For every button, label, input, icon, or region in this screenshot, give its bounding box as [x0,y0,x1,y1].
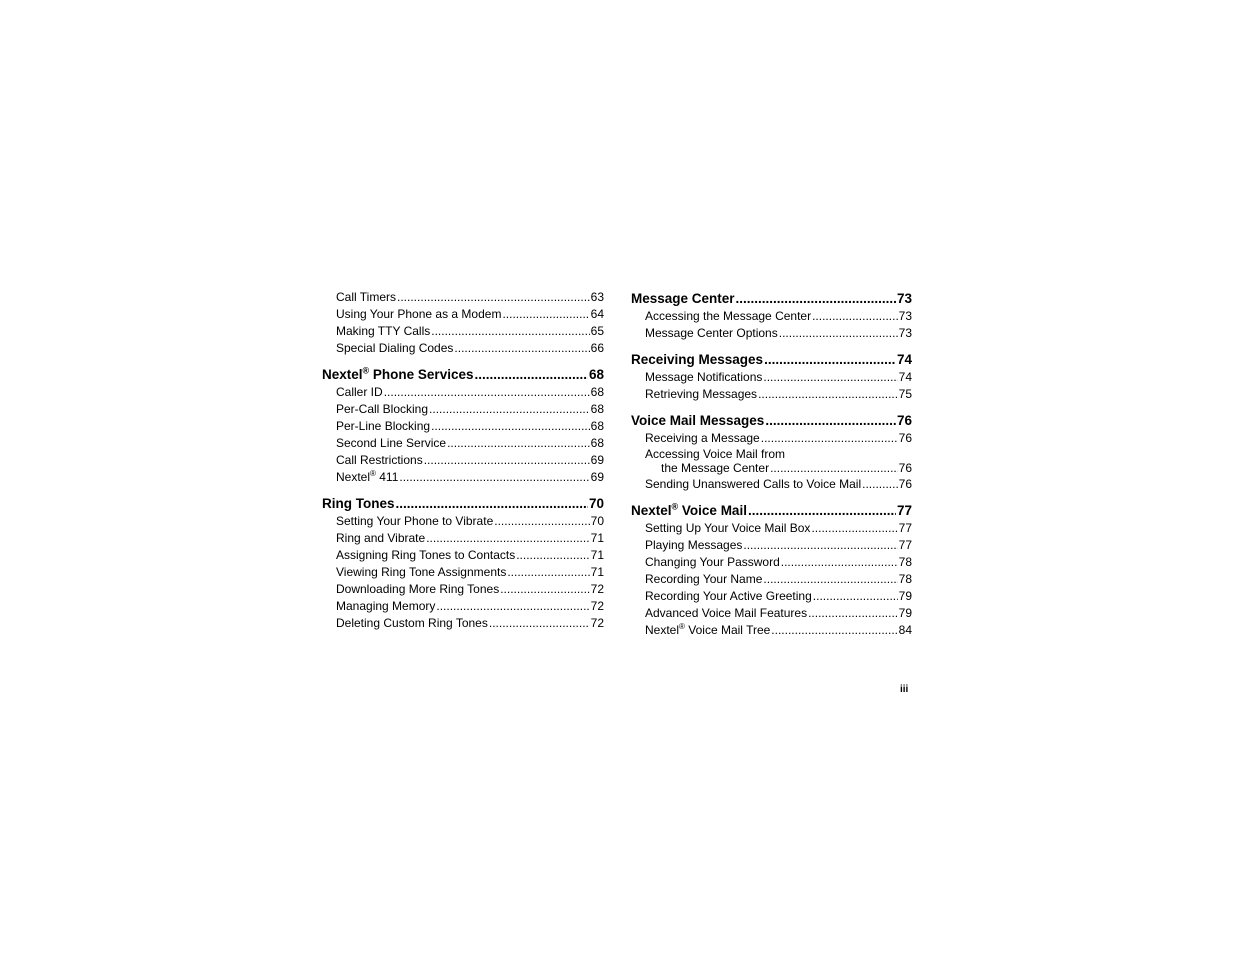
toc-entry-title: Call Timers [336,290,397,304]
toc-entry-second-line[interactable] [322,435,604,452]
registered-mark: ® [362,365,370,376]
toc-heading-voice-mail-messages[interactable] [631,411,912,430]
toc-heading-title: Ring Tones [322,496,395,511]
toc-entry-accessing-voice-mail[interactable] [631,447,912,476]
toc-entry-advanced-features[interactable] [631,605,912,622]
dot-leader [397,289,590,306]
toc-entry-title: Changing Your Password [645,555,780,569]
dot-leader [771,622,897,639]
toc-entry-call-restrictions[interactable] [322,452,604,469]
toc-entry-page: 77 [898,538,912,552]
toc-entry-per-call-blocking[interactable] [322,401,604,418]
toc-entry-page: 72 [590,599,604,613]
dot-leader [500,581,589,598]
toc-entry-page: 71 [590,548,604,562]
toc-entry-ring-and-vibrate[interactable] [322,530,604,547]
toc-entry-title: Special Dialing Codes [336,341,454,355]
toc-heading-title: Receiving Messages [631,352,764,367]
toc-entry-page: 78 [898,572,912,586]
toc-heading-title: Voice Mail Messages [631,413,765,428]
dot-leader [763,369,897,386]
toc-entry-caller-id[interactable] [322,384,604,401]
toc-entry-title: Setting Your Phone to Vibrate [336,514,494,528]
toc-entry-title: Assigning Ring Tones to Contacts [336,548,516,562]
toc-entry-modem[interactable] [322,306,604,323]
toc-entry-title: Recording Your Name [645,572,763,586]
page-number: iii [900,684,909,695]
brand-name: Nextel [631,503,672,518]
toc-heading-message-center[interactable] [631,289,912,308]
toc-entry-title: Downloading More Ring Tones [336,582,500,596]
toc-entry-page: 84 [898,623,912,637]
toc-heading-page: 76 [896,413,912,428]
toc-entry-vibrate[interactable] [322,513,604,530]
toc-heading-page: 73 [896,291,912,306]
toc-entry-page: 76 [898,477,912,491]
toc-entry-page: 63 [590,290,604,304]
toc-entry-title: Caller ID [336,385,383,399]
toc-entry-page: 76 [898,431,912,445]
dot-leader [770,461,898,476]
dot-leader [431,323,589,340]
toc-entry-title-line2-row [631,461,912,476]
toc-entry-page: 70 [590,514,604,528]
toc-entry-page: 65 [590,324,604,338]
toc-entry-changing-password[interactable] [631,554,912,571]
toc-entry-title [336,469,398,486]
toc-heading-phone-services[interactable] [322,365,604,384]
toc-section-ring-tones [322,494,604,632]
toc-section-receiving-messages [631,350,912,403]
toc-entry-deleting-ring-tones[interactable] [322,615,604,632]
toc-entry-title: Sending Unanswered Calls to Voice Mail [645,477,862,491]
dot-leader [507,564,589,581]
toc-section-message-center [631,289,912,342]
dot-leader [779,325,898,342]
toc-entry-page: 64 [590,307,604,321]
toc-entry-viewing-assignments[interactable] [322,564,604,581]
dot-leader [426,530,589,547]
toc-entry-title: Viewing Ring Tone Assignments [336,565,507,579]
toc-entry-assigning-ring-tones[interactable] [322,547,604,564]
toc-entry-retrieving-messages[interactable] [631,386,912,403]
toc-entry-page: 73 [898,326,912,340]
registered-mark: ® [679,622,685,631]
toc-entry-title-line2: the Message Center [661,461,770,475]
registered-mark: ® [370,469,376,478]
dot-leader [447,435,590,452]
dot-leader [781,554,898,571]
toc-entry-title [645,622,770,639]
toc-entry-voice-mail-tree[interactable] [631,622,912,639]
toc-heading-page: 74 [896,352,912,367]
toc-entry-title: Advanced Voice Mail Features [645,606,808,620]
heading-text: Phone Services [369,367,474,382]
toc-entry-page: 66 [590,341,604,355]
toc-entry-setting-up-voice-mail[interactable] [631,520,912,537]
toc-entry-title: Playing Messages [645,538,743,552]
toc-entry-title: Second Line Service [336,436,447,450]
brand-name: Nextel [645,623,680,637]
entry-text: 411 [375,470,399,484]
toc-entry-title: Per-Line Blocking [336,419,431,433]
toc-entry-title: Making TTY Calls [336,324,431,338]
dot-leader [399,469,589,486]
toc-heading-page: 70 [588,496,604,511]
dot-leader [502,306,589,323]
toc-section-continued [322,289,604,357]
toc-heading-page: 68 [588,367,604,382]
toc-right-column [631,289,912,647]
toc-heading-nextel-voice-mail[interactable] [631,501,912,520]
toc-entry-page: 68 [590,436,604,450]
dot-leader [429,401,590,418]
toc-entry-title: Recording Your Active Greeting [645,589,812,603]
dot-leader [396,494,588,513]
toc-entry-recording-name[interactable] [631,571,912,588]
dot-leader [813,588,898,605]
toc-left-column [322,289,604,640]
heading-text: Voice Mail [678,503,747,518]
toc-heading-ring-tones[interactable] [322,494,604,513]
dot-leader [384,384,590,401]
toc-entry-title: Retrieving Messages [645,387,758,401]
toc-entry-call-timers[interactable] [322,289,604,306]
toc-entry-page: 69 [590,470,604,484]
dot-leader [862,476,898,493]
toc-entry-page: 76 [898,461,912,475]
toc-entry-receiving-a-message[interactable] [631,430,912,447]
toc-entry-accessing-message-center[interactable] [631,308,912,325]
toc-entry-page: 68 [590,385,604,399]
toc-entry-page: 68 [590,419,604,433]
dot-leader [812,308,898,325]
dot-leader [763,571,897,588]
dot-leader [516,547,589,564]
toc-entry-message-notifications[interactable] [631,369,912,386]
dot-leader [808,605,898,622]
dot-leader [436,598,589,615]
toc-heading-title [631,501,747,520]
toc-entry-title: Message Notifications [645,370,763,384]
toc-entry-title: Setting Up Your Voice Mail Box [645,521,811,535]
brand-name: Nextel [322,367,363,382]
toc-entry-title: Receiving a Message [645,431,760,445]
toc-entry-page: 79 [898,606,912,620]
toc-heading-title [322,365,473,384]
toc-entry-page: 74 [898,370,912,384]
toc-entry-title-line1: Accessing Voice Mail from [645,447,786,461]
dot-leader [811,520,897,537]
toc-entry-special-dialing[interactable] [322,340,604,357]
toc-entry-page: 72 [590,582,604,596]
toc-section-nextel-voice-mail [631,501,912,639]
dot-leader [431,418,590,435]
toc-entry-message-center-options[interactable] [631,325,912,342]
entry-text: Voice Mail Tree [684,623,771,637]
toc-entry-page: 77 [898,521,912,535]
dot-leader [764,350,896,369]
registered-mark: ® [671,501,679,512]
toc-entry-playing-messages[interactable] [631,537,912,554]
toc-section-phone-services [322,365,604,486]
toc-entry-nextel-411[interactable] [322,469,604,486]
toc-entry-page: 71 [590,565,604,579]
toc-entry-title: Per-Call Blocking [336,402,429,416]
toc-entry-downloading-ring-tones[interactable] [322,581,604,598]
toc-entry-title: Deleting Custom Ring Tones [336,616,488,630]
dot-leader [494,513,589,530]
toc-section-voice-mail-messages [631,411,912,493]
toc-entry-page: 69 [590,453,604,467]
toc-entry-title: Ring and Vibrate [336,531,426,545]
dot-leader [474,365,587,384]
toc-heading-title: Message Center [631,291,735,306]
dot-leader [424,452,590,469]
toc-heading-receiving-messages[interactable] [631,350,912,369]
toc-entry-page: 79 [898,589,912,603]
toc-entry-page: 71 [590,531,604,545]
dot-leader [454,340,589,357]
toc-heading-page: 77 [896,503,912,518]
toc-entry-title: Message Center Options [645,326,778,340]
toc-entry-title: Using Your Phone as a Modem [336,307,502,321]
toc-entry-title: Call Restrictions [336,453,423,467]
toc-entry-page: 78 [898,555,912,569]
toc-entry-title: Accessing the Message Center [645,309,812,323]
dot-leader [765,411,896,430]
dot-leader [489,615,590,632]
toc-entry-page: 68 [590,402,604,416]
dot-leader [758,386,898,403]
toc-entry-recording-greeting[interactable] [631,588,912,605]
toc-entry-title: Managing Memory [336,599,436,613]
toc-entry-page: 73 [898,309,912,323]
toc-entry-page: 72 [590,616,604,630]
dot-leader [743,537,897,554]
dot-leader [761,430,898,447]
dot-leader [748,501,896,520]
toc-entry-tty-calls[interactable] [322,323,604,340]
brand-name: Nextel [336,470,371,484]
dot-leader [736,289,896,308]
toc-entry-page: 75 [898,387,912,401]
toc-entry-per-line-blocking[interactable] [322,418,604,435]
toc-entry-managing-memory[interactable] [322,598,604,615]
toc-entry-sending-unanswered-calls[interactable] [631,476,912,493]
